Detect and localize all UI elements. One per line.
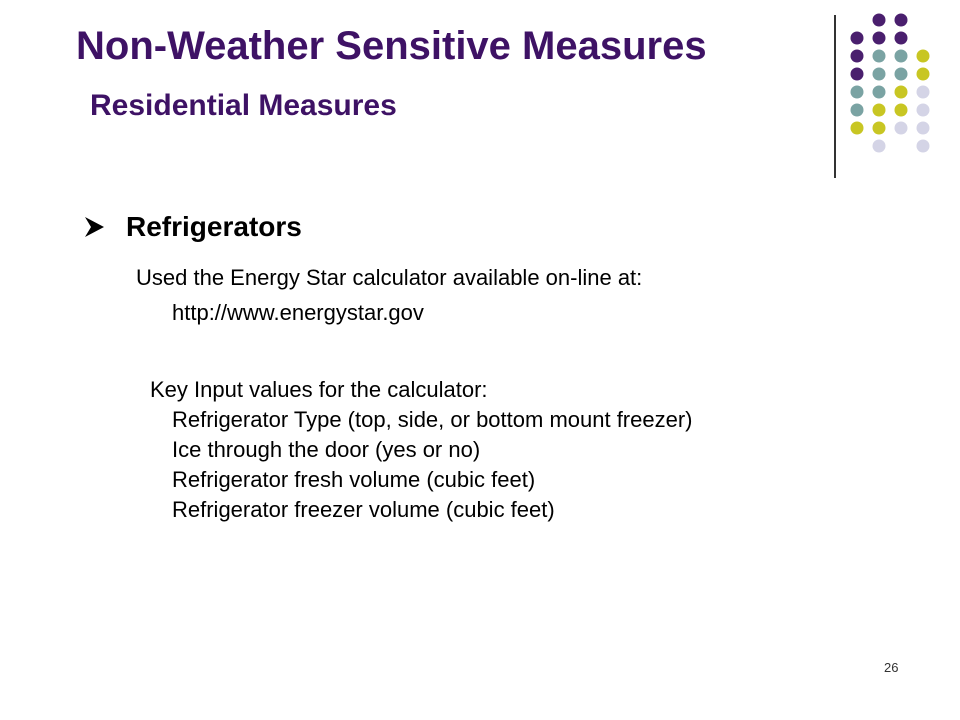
decoration-dot	[873, 122, 886, 135]
decoration-dot	[851, 50, 864, 63]
decoration-dot	[851, 68, 864, 81]
decoration-dot	[873, 14, 886, 27]
decoration-dot	[895, 122, 908, 135]
slide-title: Non-Weather Sensitive Measures	[76, 24, 707, 68]
arrow-bullet-icon	[82, 215, 106, 239]
decoration-dot	[895, 86, 908, 99]
decoration-dot	[917, 104, 930, 117]
decoration-dot	[851, 32, 864, 45]
decoration-dot	[895, 14, 908, 27]
dot-grid-decoration	[0, 0, 960, 180]
decoration-dot	[851, 86, 864, 99]
bullet-refrigerators	[82, 210, 302, 244]
page-number: 26	[884, 660, 899, 675]
decoration-dot	[851, 104, 864, 117]
decoration-dot	[917, 68, 930, 81]
decoration-dot	[873, 50, 886, 63]
decoration-dot	[917, 50, 930, 63]
decoration-dot	[851, 122, 864, 135]
energystar-url: http://www.energystar.gov	[172, 300, 424, 325]
intro-line: Used the Energy Star calculator available on-line at:	[136, 265, 643, 290]
decoration-dot	[873, 86, 886, 99]
decoration-dot	[917, 140, 930, 153]
bullet-heading: Refrigerators	[126, 211, 302, 242]
decoration-dot	[917, 86, 930, 99]
decoration-dot	[895, 32, 908, 45]
decoration-dot	[873, 140, 886, 153]
decoration-dot	[895, 50, 908, 63]
decoration-dot	[917, 122, 930, 135]
decoration-dot	[873, 104, 886, 117]
list-item: Refrigerator freezer volume (cubic feet)	[172, 497, 555, 522]
slide-subtitle: Residential Measures	[90, 89, 397, 122]
decoration-dot	[895, 104, 908, 117]
key-inputs-heading: Key Input values for the calculator:	[150, 377, 488, 402]
key-inputs-list	[172, 405, 693, 525]
list-item: Refrigerator fresh volume (cubic feet)	[172, 467, 536, 492]
decoration-dot	[895, 68, 908, 81]
decoration-dot	[873, 32, 886, 45]
decoration-dot	[873, 68, 886, 81]
list-item: Refrigerator Type (top, side, or bottom mount freezer)	[172, 407, 693, 432]
list-item: Ice through the door (yes or no)	[172, 437, 481, 462]
